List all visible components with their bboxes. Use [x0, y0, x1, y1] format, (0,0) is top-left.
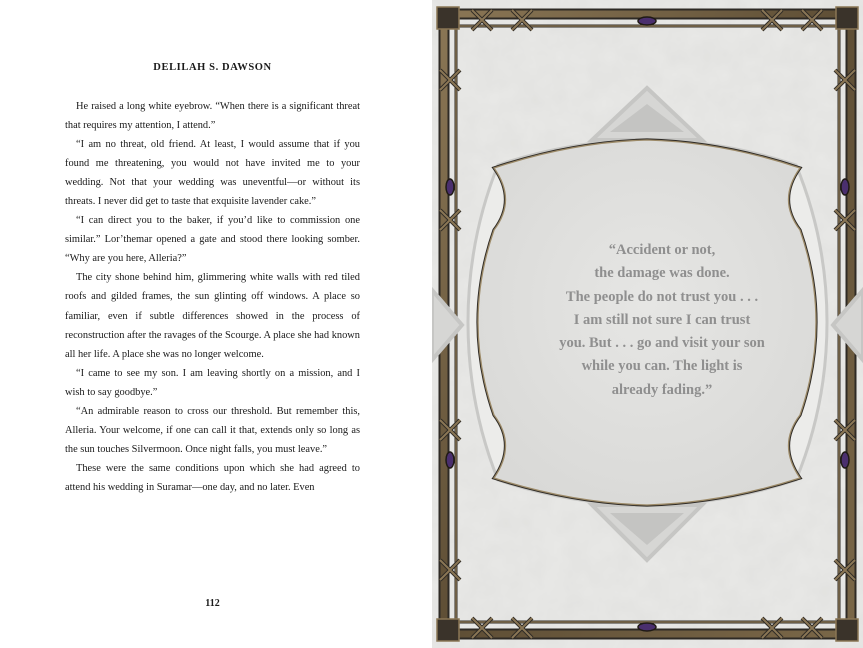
- paragraph: These were the same conditions upon which she had agreed to attend his wedding in Suramar—one day, and no later. Even: [65, 462, 360, 493]
- epigraph-quote: “Accident or not, the damage was done. The people do not trust you . . . I am still not sure I can trust you. But . . . go and visit your son while you can. The light is already fading.”: [559, 242, 765, 398]
- body-text: [65, 97, 360, 497]
- paragraph: “I came to see my son. I am leaving shortly on a mission, and I wish to say goodbye.”: [65, 367, 360, 398]
- paragraph: “An admirable reason to cross our threshold. But remember this, Alleria. Your welcome, if one can call it that, extends only so long as the sun touches Silvermoon. Once night falls, you must leave.”: [65, 405, 360, 455]
- paragraph: The city shone behind him, glimmering white walls with red tiled roofs and gilded frames, the sun glinting off windows. A place so familiar, even if subtle differences showed in the process of reconstruction after the ravages of the Scourge. A place she had known all her life. A place she was no longer welcome.: [65, 272, 360, 360]
- running-head: DELILAH S. DAWSON: [153, 62, 272, 73]
- page-number: 112: [205, 598, 220, 609]
- paragraph: “I am no threat, old friend. At least, I would assume that if you found me threatening, you would not have invited me to your wedding. Not that your wedding was uneventful—or without its threats. I never did get to taste that exquisite lavender cake.”: [65, 139, 360, 208]
- paragraph: “I can direct you to the baker, if you’d like to commission one similar.” Lor’themar opened a gate and stood there looking somber. “Why are you here, Alleria?”: [65, 215, 360, 265]
- right-page: [432, 0, 863, 648]
- paragraph: He raised a long white eyebrow. “When there is a significant threat that requires my attention, I attend.”: [65, 101, 360, 132]
